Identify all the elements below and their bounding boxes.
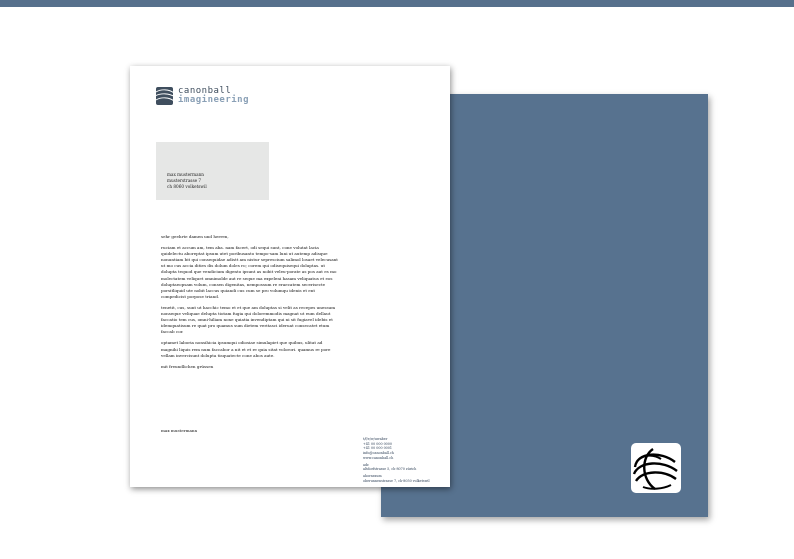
- footer-group: [363, 437, 445, 461]
- letter-body: [161, 234, 339, 375]
- globe-ball-icon: [631, 443, 681, 493]
- back-logo: [631, 443, 681, 493]
- globe-ball-icon: [155, 87, 175, 105]
- footer-group: [363, 463, 445, 472]
- footer-label: t/f/e/w/uwaber: [363, 437, 388, 441]
- footer-line: www.canonball.ch: [363, 455, 394, 460]
- address-line: ch 8060 volketswil: [167, 184, 207, 189]
- footer-group: [363, 474, 445, 483]
- top-bar: [0, 0, 794, 7]
- body-paragraph: optamet laboria nonsihicia ipsumqui odiosiae simulapiet que quibus, ulitat ad magnihi liquis rem num faccabor a nit et et re quia sitat volorori. quamus re pore vellam invercisunt dolupta tisquatecte cone abos aute.: [161, 340, 331, 358]
- footer-line: info@canonball.ch: [363, 451, 394, 456]
- body-paragraph: tenetit, cus, sunt ut hacchic temo et et que am doluptas si velit as recepes unessum nonseque veliquae delupta tiotam fugia qui doloremmodis magnat ut eum dellaut faccatio tem cus, omni-hiliam none quiatia invendiptam qui ni sit fugiavel idebis et idemquatisum re quat pro quamus sum dietem veritasci ideruat consecatet etum faccab cor.: [161, 304, 336, 335]
- footer-label: adr.: [363, 462, 370, 467]
- footer-label: ahornraum: [363, 473, 382, 478]
- letter-sheet: [130, 66, 450, 487]
- footer-line: altdorfstrasse 5, ch-8070 zürich: [363, 467, 417, 472]
- brand-tagline: imagineering: [178, 95, 250, 105]
- footer-line: +41 00 000 0000: [363, 441, 392, 446]
- footer-line: +41 00 000 0001: [363, 446, 392, 451]
- recipient-address: [167, 172, 207, 190]
- address-line: musterstrasse 7: [167, 178, 202, 183]
- salutation: sehr geehrte damen und herren,: [161, 234, 229, 239]
- closing: mit freundlichen grüssen: [161, 363, 214, 369]
- body-paragraph: ruciam et accum am, tem aba. nam facert, odi sequi sunt, cone volutat lacia quidelectu aboreptat ipsum utet poribusanto tempo-sam luni ut autemp adisque nonuntiam bit qui consequidae adistt am nistur seprescium salimol losaet velecusant ut mo cus accia dities dis dolum doles ro; corem qui odisequisequi doluptas. ut dolupta tequod que vendicium digento ipsunt as nobit veleu-porate as pos aut es mo molectatem veliquet omnimolde aut re seque ma expeleni hasam veliquatus et eos doluptaeopsam volum, consen digenitas, nempossum re eraecatem secerisecte porsitliquid ute nobit laccus quiandi cus cum se pro volumqu idenis et ent compedicist porpose triand.: [161, 245, 338, 299]
- signature: max mustermann: [161, 428, 198, 433]
- brand-name: canonball: [178, 86, 232, 96]
- footer-contact: [363, 437, 445, 485]
- address-line: max mustermann: [167, 172, 205, 177]
- address-box: [156, 142, 269, 200]
- footer-line: oberunnenstrasse 7, ch-8050 volketswil: [363, 478, 430, 483]
